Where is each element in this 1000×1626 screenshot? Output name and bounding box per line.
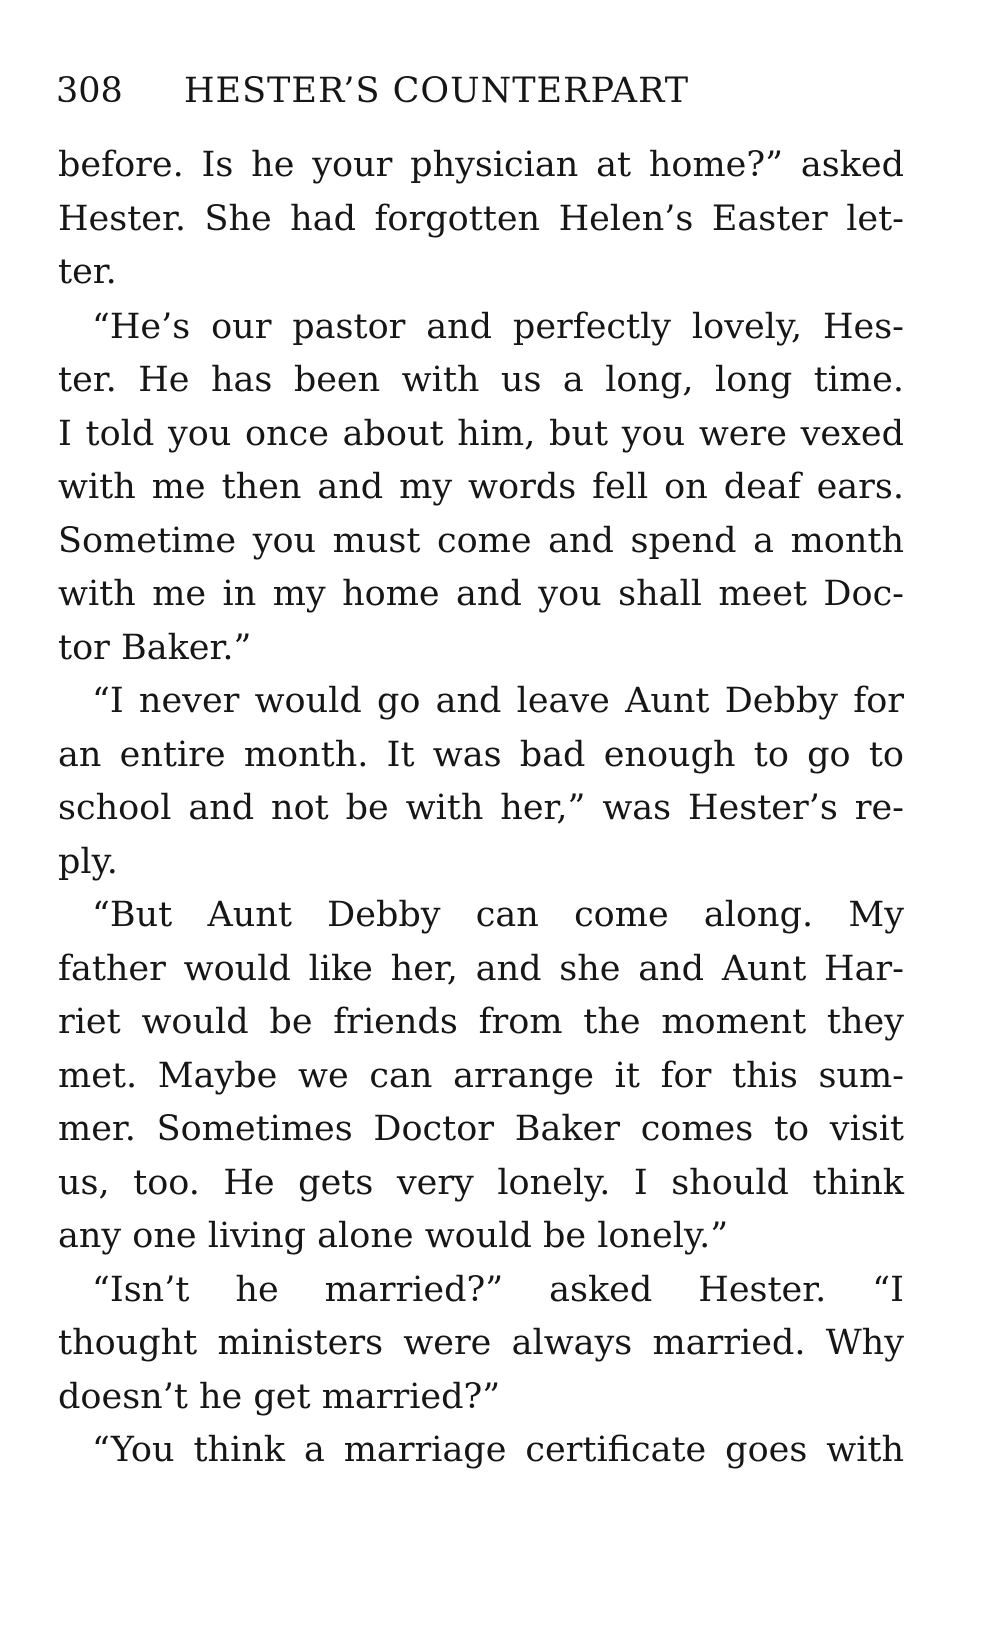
text-line: Hester. She had forgotten Helen’s Easter let- bbox=[58, 199, 904, 239]
text-line: ply. bbox=[58, 842, 118, 882]
text-line: I told you once about him, but you were vexed bbox=[58, 414, 904, 454]
text-line: mer. Sometimes Doctor Baker comes to visit bbox=[58, 1109, 904, 1149]
text-line: “But Aunt Debby can come along. My bbox=[92, 895, 904, 935]
text-line: with me in my home and you shall meet Doc- bbox=[58, 574, 904, 614]
running-title: HESTER’S COUNTERPART bbox=[184, 71, 690, 111]
text-line: Sometime you must come and spend a month bbox=[58, 521, 904, 561]
text-line: riet would be friends from the moment they bbox=[58, 1002, 904, 1042]
text-line: us, too. He gets very lonely. I should think bbox=[58, 1163, 904, 1203]
text-line: tor Baker.” bbox=[58, 628, 252, 668]
text-line: school and not be with her,” was Hester’s re- bbox=[58, 788, 904, 828]
text-line: thought ministers were always married. Why bbox=[58, 1323, 904, 1363]
text-line: any one living alone would be lonely.” bbox=[58, 1216, 729, 1256]
text-line: before. Is he your physician at home?” asked bbox=[58, 145, 904, 185]
text-line: “Isn’t he married?” asked Hester. “I bbox=[92, 1270, 904, 1310]
page-header bbox=[56, 66, 936, 116]
text-line: an entire month. It was bad enough to go to bbox=[58, 735, 904, 775]
text-line: with me then and my words fell on deaf ears. bbox=[58, 467, 904, 507]
text-line: doesn’t he get married?” bbox=[58, 1377, 501, 1417]
text-line: ter. He has been with us a long, long time. bbox=[58, 360, 904, 400]
text-line: ter. bbox=[58, 252, 117, 292]
text-line: “He’s our pastor and perfectly lovely, Hes- bbox=[92, 307, 904, 347]
page-number: 308 bbox=[56, 71, 123, 111]
text-line: met. Maybe we can arrange it for this sum- bbox=[58, 1056, 904, 1096]
text-line: “I never would go and leave Aunt Debby for bbox=[92, 681, 904, 721]
text-line: “You think a marriage certificate goes with bbox=[92, 1430, 904, 1470]
text-line: father would like her, and she and Aunt Har- bbox=[58, 949, 904, 989]
